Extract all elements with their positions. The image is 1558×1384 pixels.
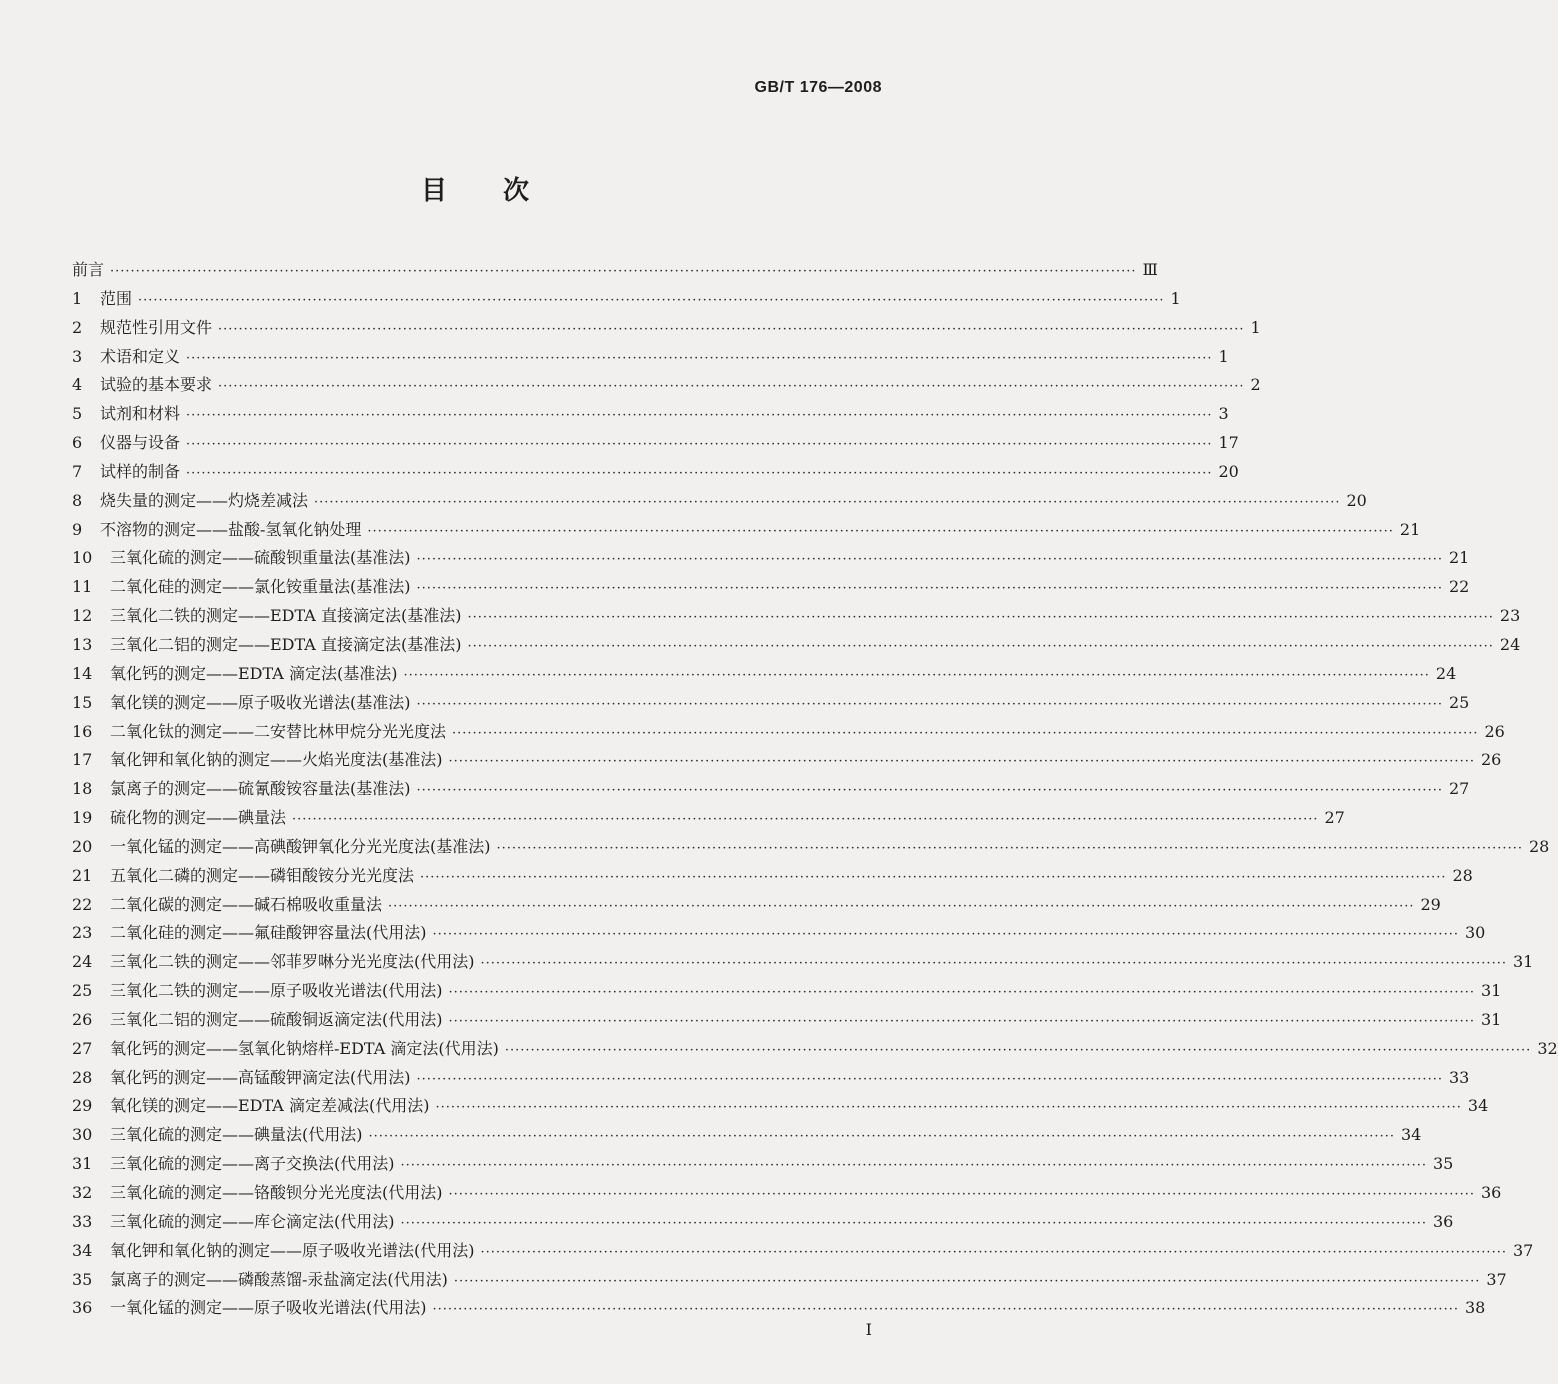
toc-entry-title: 试剂和材料 <box>100 404 181 424</box>
toc-entry-title: 仪器与设备 <box>100 433 181 453</box>
toc-entry-number: 3 <box>72 346 83 366</box>
toc-entry-title: 三氧化二铁的测定——邻菲罗啉分光光度法(代用法) <box>110 952 475 972</box>
standard-code: GB/T 176—2008 <box>754 79 882 96</box>
toc-entry-title: 氧化钾和氧化钠的测定——火焰光度法(基准法) <box>110 750 443 770</box>
toc-entry-number: 18 <box>72 779 93 799</box>
toc-entry-title: 氧化钙的测定——EDTA 滴定法(基准法) <box>110 663 398 683</box>
toc-dot-leader: ········································································································································································································ <box>138 292 1165 308</box>
toc-entry-number: 34 <box>72 1240 93 1260</box>
toc-entry-page: 37 <box>1486 1269 1507 1289</box>
toc-entry-page: 34 <box>1400 1125 1422 1145</box>
toc-entry-number: 20 <box>72 836 93 856</box>
toc-entry-number: 24 <box>72 952 93 972</box>
toc-dot-leader: ········································································································································································································ <box>186 437 1213 453</box>
toc-entry-title: 氧化钾和氧化钠的测定——原子吸收光谱法(代用法) <box>110 1240 475 1260</box>
toc-entry-page: 21 <box>1448 548 1470 568</box>
toc-entry-title: 氯离子的测定——硫氰酸铵容量法(基准法) <box>110 779 411 799</box>
toc-entry[interactable] <box>72 1294 1486 1323</box>
toc-entry-page: 3 <box>1218 404 1229 424</box>
toc-entry-number: 11 <box>72 577 93 597</box>
toc-list <box>72 256 1558 1323</box>
toc-entry-page: 27 <box>1448 779 1470 799</box>
toc-entry-number: 33 <box>72 1211 93 1231</box>
toc-entry-page: 37 <box>1512 1240 1534 1260</box>
toc-entry-number: 8 <box>72 490 83 510</box>
toc-entry-title: 试样的制备 <box>100 461 181 481</box>
toc-entry-page: 24 <box>1435 663 1457 683</box>
toc-entry-number: 14 <box>72 663 93 683</box>
toc-entry[interactable] <box>72 1092 1489 1121</box>
toc-entry-title: 一氧化锰的测定——原子吸收光谱法(代用法) <box>110 1298 427 1318</box>
toc-entry-title: 三氧化二铁的测定——原子吸收光谱法(代用法) <box>110 981 443 1001</box>
toc-dot-leader: ········································································································································································································ <box>416 696 1443 712</box>
toc-entry[interactable] <box>72 689 1470 718</box>
toc-dot-leader: ········································································································································································································ <box>420 869 1447 885</box>
toc-entry-page: 34 <box>1467 1096 1489 1116</box>
toc-entry-title: 三氧化二铁的测定——EDTA 直接滴定法(基准法) <box>110 606 462 626</box>
toc-dot-leader: ········································································································································································································ <box>110 264 1137 279</box>
toc-entry-page: 28 <box>1528 836 1550 856</box>
toc-dot-leader: ········································································································································································································ <box>467 610 1494 626</box>
toc-entry-number: 9 <box>72 519 83 539</box>
toc-dot-leader: ········································································································································································································ <box>452 725 1479 741</box>
toc-entry[interactable] <box>72 919 1486 948</box>
toc-entry-number: 28 <box>72 1067 93 1087</box>
toc-entry-page: 20 <box>1218 461 1239 481</box>
toc-dot-leader: ········································································································································································································ <box>448 754 1475 770</box>
toc-entry-page: 1 <box>1218 346 1229 366</box>
toc-entry-page: Ⅲ <box>1142 260 1158 279</box>
toc-dot-leader: ········································································································································································································ <box>403 667 1430 683</box>
toc-entry-number: 19 <box>72 808 93 828</box>
toc-entry-number: 25 <box>72 981 93 1001</box>
toc-entry[interactable] <box>72 285 1181 314</box>
toc-entry-title: 三氧化硫的测定——离子交换法(代用法) <box>110 1154 395 1174</box>
toc-entry-number: 23 <box>72 923 93 943</box>
toc-entry-title: 氧化钙的测定——高锰酸钾滴定法(代用法) <box>110 1067 411 1087</box>
toc-entry-page: 38 <box>1464 1298 1486 1318</box>
toc-entry-page: 20 <box>1346 490 1367 510</box>
toc-dot-leader: ········································································································································································································ <box>416 1071 1443 1087</box>
toc-entry-page: 29 <box>1420 894 1441 914</box>
toc-entry-page: 26 <box>1480 750 1502 770</box>
toc-entry[interactable] <box>72 343 1229 372</box>
toc-entry[interactable] <box>72 891 1441 920</box>
toc-entry[interactable] <box>72 487 1367 516</box>
toc-entry-page: 24 <box>1499 634 1521 654</box>
toc-entry-page: 17 <box>1218 433 1239 453</box>
toc-entry-page: 32 <box>1537 1038 1558 1058</box>
toc-entry-title: 前言 <box>72 260 105 279</box>
toc-entry-title: 不溶物的测定——盐酸-氢氧化钠处理 <box>100 519 362 539</box>
toc-entry-number: 27 <box>72 1038 93 1058</box>
toc-entry-title: 二氧化硅的测定——氟硅酸钾容量法(代用法) <box>110 923 427 943</box>
toc-entry-title: 一氧化锰的测定——高碘酸钾氧化分光光度法(基准法) <box>110 836 491 856</box>
toc-entry-number: 22 <box>72 894 93 914</box>
toc-dot-leader: ········································································································································································································ <box>388 898 1415 914</box>
toc-entry-number: 16 <box>72 721 93 741</box>
toc-dot-leader: ········································································································································································································ <box>218 321 1245 337</box>
toc-entry-page: 31 <box>1480 1009 1502 1029</box>
toc-dot-leader: ········································································································································································································ <box>292 812 1319 828</box>
toc-entry-number: 1 <box>72 288 83 308</box>
toc-entry[interactable] <box>72 660 1457 689</box>
toc-entry-title: 烧失量的测定——灼烧差减法 <box>100 490 309 510</box>
toc-entry[interactable] <box>72 862 1473 891</box>
toc-entry[interactable] <box>72 1121 1422 1150</box>
toc-dot-leader: ········································································································································································································ <box>368 1129 1395 1145</box>
toc-dot-leader: ········································································································································································································ <box>314 494 1341 510</box>
toc-entry[interactable] <box>72 746 1502 775</box>
toc-dot-leader: ········································································································································································································ <box>400 1215 1427 1231</box>
toc-entry[interactable] <box>72 573 1470 602</box>
toc-dot-leader: ········································································································································································································ <box>448 985 1475 1001</box>
toc-entry-number: 4 <box>72 375 83 395</box>
toc-entry-page: 31 <box>1480 981 1502 1001</box>
toc-entry-number: 13 <box>72 634 93 654</box>
toc-entry[interactable] <box>72 371 1261 400</box>
toc-entry[interactable] <box>72 775 1470 804</box>
toc-dot-leader: ········································································································································································································ <box>504 1042 1532 1058</box>
toc-dot-leader: ········································································································································································································ <box>186 350 1213 366</box>
toc-entry-page: 23 <box>1499 606 1521 626</box>
toc-entry-page: 25 <box>1448 692 1470 712</box>
toc-entry-title: 三氧化二铝的测定——硫酸铜返滴定法(代用法) <box>110 1009 443 1029</box>
toc-entry-page: 28 <box>1452 865 1473 885</box>
toc-entry[interactable] <box>72 1064 1470 1093</box>
toc-entry[interactable] <box>72 458 1239 487</box>
toc-entry[interactable] <box>72 804 1345 833</box>
toc-entry-number: 5 <box>72 404 83 424</box>
toc-entry[interactable] <box>72 1179 1502 1208</box>
toc-entry-page: 1 <box>1170 288 1181 308</box>
toc-entry-title: 三氧化二铝的测定——EDTA 直接滴定法(基准法) <box>110 634 462 654</box>
toc-entry[interactable] <box>72 1006 1502 1035</box>
toc-entry[interactable] <box>72 256 1158 285</box>
toc-entry-title: 硫化物的测定——碘量法 <box>110 808 287 828</box>
toc-dot-leader: ········································································································································································································ <box>435 1100 1462 1116</box>
toc-entry-number: 12 <box>72 606 93 626</box>
toc-entry[interactable] <box>72 1150 1454 1179</box>
toc-entry-page: 1 <box>1250 317 1261 337</box>
toc-dot-leader: ········································································································································································································ <box>186 408 1213 424</box>
toc-entry-title: 氧化镁的测定——原子吸收光谱法(基准法) <box>110 692 411 712</box>
toc-entry-page: 27 <box>1324 808 1345 828</box>
toc-dot-leader: ········································································································································································································ <box>416 783 1443 799</box>
toc-entry-title: 氧化镁的测定——EDTA 滴定差减法(代用法) <box>110 1096 430 1116</box>
toc-entry-number: 31 <box>72 1154 93 1174</box>
toc-entry-number: 21 <box>72 865 93 885</box>
toc-entry-title: 范围 <box>100 288 133 308</box>
toc-entry[interactable] <box>72 718 1505 747</box>
toc-entry-number: 6 <box>72 433 83 453</box>
toc-dot-leader: ········································································································································································································ <box>400 1158 1427 1174</box>
toc-dot-leader: ········································································································································································································ <box>218 379 1245 395</box>
toc-entry[interactable] <box>72 1266 1507 1295</box>
toc-entry[interactable] <box>72 631 1521 660</box>
toc-entry-title: 二氧化碳的测定——碱石棉吸收重量法 <box>110 894 383 914</box>
toc-dot-leader: ········································································································································································································ <box>496 840 1523 856</box>
toc-dot-leader: ········································································································································································································ <box>448 1187 1475 1202</box>
toc-entry-title: 三氧化硫的测定——库仑滴定法(代用法) <box>110 1211 395 1231</box>
toc-entry-number: 29 <box>72 1096 93 1116</box>
toc-entry-page: 21 <box>1399 519 1421 539</box>
toc-entry[interactable] <box>72 429 1239 458</box>
toc-entry-title: 二氧化硅的测定——氯化铵重量法(基准法) <box>110 577 411 597</box>
toc-entry-page: 30 <box>1464 923 1486 943</box>
toc-entry-number: 32 <box>72 1183 93 1202</box>
toc-entry-page: 33 <box>1448 1067 1470 1087</box>
toc-entry-page: 36 <box>1480 1183 1502 1202</box>
toc-entry-number: 2 <box>72 317 83 337</box>
toc-entry-title: 三氧化硫的测定——硫酸钡重量法(基准法) <box>110 548 411 568</box>
toc-entry-number: 7 <box>72 461 83 481</box>
toc-entry[interactable] <box>72 544 1470 573</box>
toc-entry[interactable] <box>72 314 1261 343</box>
toc-dot-leader: ········································································································································································································ <box>432 1302 1459 1318</box>
toc-entry-title: 氯离子的测定——磷酸蒸馏-汞盐滴定法(代用法) <box>110 1269 448 1289</box>
toc-entry-title: 术语和定义 <box>100 346 181 366</box>
toc-entry-title: 二氧化钛的测定——二安替比林甲烷分光光度法 <box>110 721 447 741</box>
toc-entry-number: 30 <box>72 1125 93 1145</box>
toc-entry-number: 26 <box>72 1009 93 1029</box>
toc-entry[interactable] <box>72 977 1502 1006</box>
toc-dot-leader: ········································································································································································································ <box>467 638 1494 654</box>
toc-entry-number: 10 <box>72 548 93 568</box>
toc-entry-number: 17 <box>72 750 93 770</box>
toc-dot-leader: ········································································································································································································ <box>448 1013 1475 1029</box>
toc-entry-page: 22 <box>1448 577 1470 597</box>
toc-entry-page: 31 <box>1512 952 1534 972</box>
toc-entry-number: 35 <box>72 1269 93 1289</box>
toc-dot-leader: ········································································································································································································ <box>416 552 1443 568</box>
toc-entry[interactable] <box>72 1237 1534 1266</box>
toc-dot-leader: ········································································································································································································ <box>367 523 1394 539</box>
page-number: I <box>865 1320 872 1339</box>
toc-entry[interactable] <box>72 516 1421 545</box>
toc-entry-page: 35 <box>1432 1154 1454 1174</box>
toc-entry-number: 36 <box>72 1298 93 1318</box>
toc-entry[interactable] <box>72 602 1521 631</box>
toc-entry[interactable] <box>72 1035 1558 1064</box>
toc-entry[interactable] <box>72 833 1550 862</box>
toc-dot-leader: ········································································································································································································ <box>432 927 1459 943</box>
toc-dot-leader: ········································································································································································································ <box>453 1273 1481 1289</box>
toc-entry-title: 五氧化二磷的测定——磷钼酸铵分光光度法 <box>110 865 415 885</box>
toc-entry-title: 试验的基本要求 <box>100 375 213 395</box>
toc-entry-page: 2 <box>1250 375 1261 395</box>
toc-dot-leader: ········································································································································································································ <box>480 956 1507 972</box>
toc-entry-number: 15 <box>72 692 93 712</box>
toc-dot-leader: ········································································································································································································ <box>480 1244 1507 1260</box>
toc-entry-page: 26 <box>1484 721 1505 741</box>
toc-entry-title: 氧化钙的测定——氢氧化钠熔样-EDTA 滴定法(代用法) <box>110 1038 499 1058</box>
toc-dot-leader: ········································································································································································································ <box>186 465 1213 481</box>
toc-entry-title: 三氧化硫的测定——铬酸钡分光光度法(代用法) <box>110 1183 443 1202</box>
toc-entry[interactable] <box>72 400 1229 429</box>
toc-entry[interactable] <box>72 1208 1454 1237</box>
toc-entry-title: 三氧化硫的测定——碘量法(代用法) <box>110 1125 363 1145</box>
toc-dot-leader: ········································································································································································································ <box>416 581 1443 597</box>
toc-entry[interactable] <box>72 948 1534 977</box>
toc-title: 目次 <box>420 176 585 206</box>
toc-entry-title: 规范性引用文件 <box>100 317 213 337</box>
toc-entry-page: 36 <box>1432 1211 1454 1231</box>
